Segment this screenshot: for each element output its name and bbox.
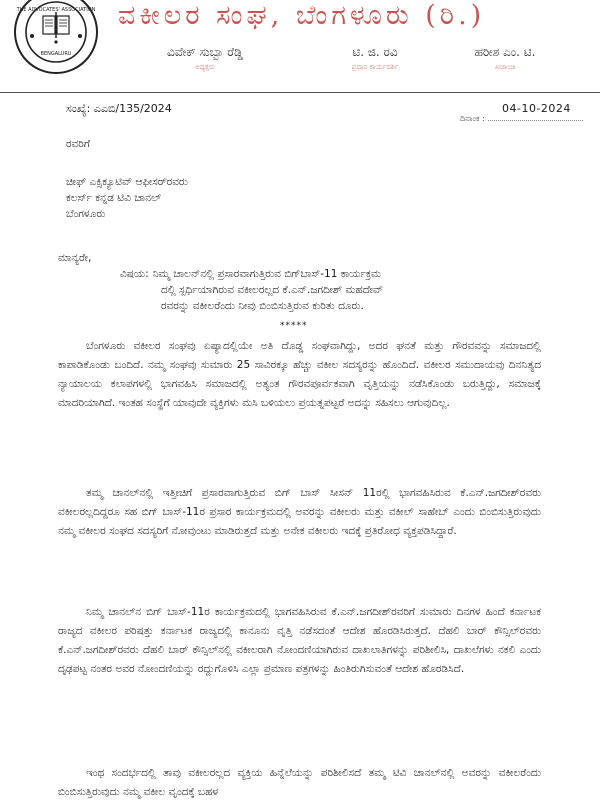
officer-name: ಟಿ. ಜಿ. ರವಿ bbox=[352, 45, 398, 59]
book-emblem-icon bbox=[16, 0, 96, 72]
reference-number: ಸಂಖ್ಯೆ: ಎಎಬಿ/135/2024 bbox=[66, 102, 172, 115]
officer-president bbox=[145, 45, 265, 72]
organization-name: ವಕೀಲರ ಸಂಘ, ಬೆಂಗಳೂರು (ರಿ.) bbox=[118, 0, 486, 31]
association-logo bbox=[14, 0, 98, 74]
svg-text:BENGALURU: BENGALURU bbox=[40, 51, 72, 57]
subject-line: ದಲ್ಲಿ ಸ್ಪರ್ಧಿಯಾಗಿರುವ ವಕೀಲರಲ್ಲದ ಕೆ.ಎನ್.ಜಗದೀಶ್ ಮಹದೇವ್ bbox=[161, 284, 384, 296]
officer-general-secretary bbox=[320, 45, 430, 72]
body-paragraph: ತಮ್ಮ ಚಾನಲ್‌ನಲ್ಲಿ ಇತ್ತೀಚಿಗೆ ಪ್ರಸಾರವಾಗುತ್ತಿರುವ ಬಿಗ್ ಬಾಸ್ ಸೀಸನ್ 11ರಲ್ಲಿ ಭಾಗವಹಿಸಿರುವ ಕೆ.ಎನ್.ಜಗದೀಶ್‌ರವರು ವಕೀಲರಲ್ಲದಿದ್ದರೂ ಸಹ ಬಿಗ್ ಬಾಸ್-11ರ ಪ್ರಸಾರ ಕಾರ್ಯಕ್ರಮದಲ್ಲಿ ಅವರನ್ನು ವಕೀಲರು ಮತ್ತು ವಕೀಲ್ ಸಾಹೇಬ್ ಎಂದು ಬಿಂಬಿಸುತ್ತಿರುವುದು ನಮ್ಮ ವಕೀಲರ ಸಂಘದ ಸದಸ್ಯರಿಗೆ ನೋವುಂಟು ಮಾಡಿರುತ್ತದೆ ಮತ್ತು ಅನೇಕ ವಕೀಲರು ಇದಕ್ಕೆ ಪ್ರತಿರೋಧ ವ್ಯಕ್ತಪಡಿಸಿದ್ದಾರೆ. bbox=[58, 487, 541, 537]
officer-name: ವಿವೇಕ್ ಸುಬ್ಬಾ ರೆಡ್ಡಿ bbox=[166, 45, 244, 59]
letter-date: 04-10-2024 bbox=[502, 102, 571, 115]
letterhead bbox=[0, 0, 600, 96]
recipient-line: ಕಲರ್ಸ್ ಕನ್ನಡ ಟಿವಿ ಚಾನಲ್ bbox=[66, 192, 162, 204]
date-field bbox=[460, 114, 583, 124]
svg-text:THE ADVOCATES' ASSOCIATION: THE ADVOCATES' ASSOCIATION bbox=[16, 7, 96, 13]
subject-line: ರವರನ್ನು ವಕೀಲರೆಂದು ನೀವು ಬಿಂಬಿಸುತ್ತಿರುವ ಕುರಿತು ದೂರು. bbox=[161, 300, 364, 312]
date-label: ದಿನಾಂಕ : bbox=[460, 114, 485, 123]
subject bbox=[120, 266, 465, 314]
section-separator: ***** bbox=[280, 321, 308, 331]
officer-name: ಹರೀಶ ಎಂ. ಟಿ. bbox=[474, 45, 536, 59]
body-paragraph: ಬೆಂಗಳೂರು ವಕೀಲರ ಸಂಘವು ಏಷ್ಯಾದಲ್ಲಿಯೇ ಅತಿ ದೊಡ್ಡ ಸಂಘವಾಗಿದ್ದು, ಅದರ ಘನತೆ ಮತ್ತು ಗೌರವವನ್ನು ಸಮಾಜದಲ್ಲಿ ಕಾಪಾಡಿಕೊಂಡು ಬಂದಿದೆ. ನಮ್ಮ ಸಂಘವು ಸುಮಾರು 25 ಸಾವಿರಕ್ಕೂ ಹೆಚ್ಚು ವಕೀಲ ಸದಸ್ಯರನ್ನು ಹೊಂದಿದೆ. ವಕೀಲರ ಸಮುದಾಯವು ದಿನನಿತ್ಯದ ನ್ಯಾಯಾಲಯ ಕಲಾಪಗಳಲ್ಲಿ ಭಾಗವಹಿಸಿ ಸಮಾಜದಲ್ಲಿ ಅತ್ಯಂತ ಗೌರವಪೂರ್ವಕವಾಗಿ ವೃತ್ತಿಯನ್ನು ನಡೆಸಿಕೊಂಡು ಬರುತ್ತಿದ್ದು, ಸಮಾಜಕ್ಕೆ ಮಾದರಿಯಾಗಿದೆ. ಇಂತಹ ಸಂಸ್ಥೆಗೆ ಯಾವುದೇ ವ್ಯಕ್ತಿಗಳು ಮಸಿ ಬಳಿಯಲು ಪ್ರಯತ್ನಪಟ್ಟರೆ ಅದನ್ನು ಸಹಿಸಲು ಆಗುವುದಿಲ್ಲ. bbox=[58, 340, 541, 409]
recipient-to: ರವರಿಗೆ bbox=[66, 138, 90, 150]
subject-line: ನಿಮ್ಮ ಚಾಲನ್‌ನಲ್ಲಿ ಪ್ರಸಾರವಾಗುತ್ತಿರುವ ಬಿಗ್‌ಬಾಸ್-11 ಕಾರ್ಯಕ್ರಮ bbox=[152, 268, 382, 280]
officer-role: ಅಧ್ಯಕ್ಷರು bbox=[195, 63, 215, 71]
officer-role: ಪ್ರಧಾನ ಕಾರ್ಯದರ್ಶಿ bbox=[351, 63, 399, 71]
recipient-line: ಚೀಫ್ ಎಕ್ಸಿಕ್ಯೂಟಿವ್ ಆಫೀಸರ್‌ರವರು bbox=[66, 176, 188, 188]
recipient-line: ಬೆಂಗಳೂರು bbox=[66, 208, 106, 220]
officer-role: ಖಜಾಂಚಿ bbox=[494, 63, 516, 71]
date-blank-line bbox=[488, 120, 583, 121]
officer-treasurer bbox=[455, 45, 555, 72]
subject-label: ವಿಷಯ: bbox=[120, 268, 149, 280]
header-divider bbox=[0, 92, 600, 93]
recipient-address bbox=[66, 174, 188, 222]
body-paragraph: ಇಂಥ ಸಂದರ್ಭದಲ್ಲಿ ತಾವು ವಕೀಲರಲ್ಲದ ವ್ಯಕ್ತಿಯ ಹಿನ್ನೆಲೆಯನ್ನು ಪರಿಶೀಲಿಸದೆ ತಮ್ಮ ಟಿವಿ ಚಾನಲ್‌ನಲ್ಲಿ ಅವರನ್ನು ವಕೀಲರೆಂದು ಬಿಂಬಿಸುತ್ತಿರುವುದು ನಮ್ಮ ವಕೀಲ ವೃಂದಕ್ಕೆ ಬಹಳ bbox=[58, 767, 541, 798]
body-paragraph: ನಿಮ್ಮ ಚಾನಲ್‌ನ ಬಿಗ್ ಬಾಸ್-11ರ ಕಾರ್ಯಕ್ರಮದಲ್ಲಿ ಭಾಗವಹಿಸಿರುವ ಕೆ.ಎನ್.ಜಗದೀಶ್‌ರವರಿಗೆ ಸುಮಾರು ದಿನಗಳ ಹಿಂದೆ ಕರ್ನಾಟಕ ರಾಜ್ಯದ ವಕೀಲರ ಪರಿಷತ್ತು ಕರ್ನಾಟಕ ರಾಜ್ಯದಲ್ಲಿ ಕಾನೂನು ವೃತ್ತಿ ನಡೆಸದಂತೆ ಆದೇಶ ಹೊರಡಿಸಿರುತ್ತದೆ. ದೆಹಲಿ ಬಾರ್ ಕೌನ್ಸಿಲ್‌ರವರು ಕೆ.ಎನ್.ಜಗದೀಶ್‌ರವರು ದೆಹಲಿ ಬಾರ್ ಕೌನ್ಸಿಲ್‌ನಲ್ಲಿ ವಕೀಲರಾಗಿ ನೋಂದಣಿಯಾಗಿರುವ ದಾಖಲಾತಿಗಳನ್ನು ಪರಿಶೀಲಿಸಿ, ದಾಖಲೆಗಳು ನಕಲಿ ಎಂದು ದೃಢಪಟ್ಟ ನಂತರ ಅವರ ನೋಂದಣಿಯನ್ನು ರದ್ದುಗೊಳಿಸಿ ಎಲ್ಲಾ ಪ್ರಮಾಣ ಪತ್ರಗಳನ್ನು ಹಿಂತಿರುಗಿಸುವಂತೆ ಆದೇಶ ಹೊರಡಿಸಿದೆ. bbox=[58, 606, 541, 675]
salutation: ಮಾನ್ಯರೇ, bbox=[58, 252, 92, 264]
